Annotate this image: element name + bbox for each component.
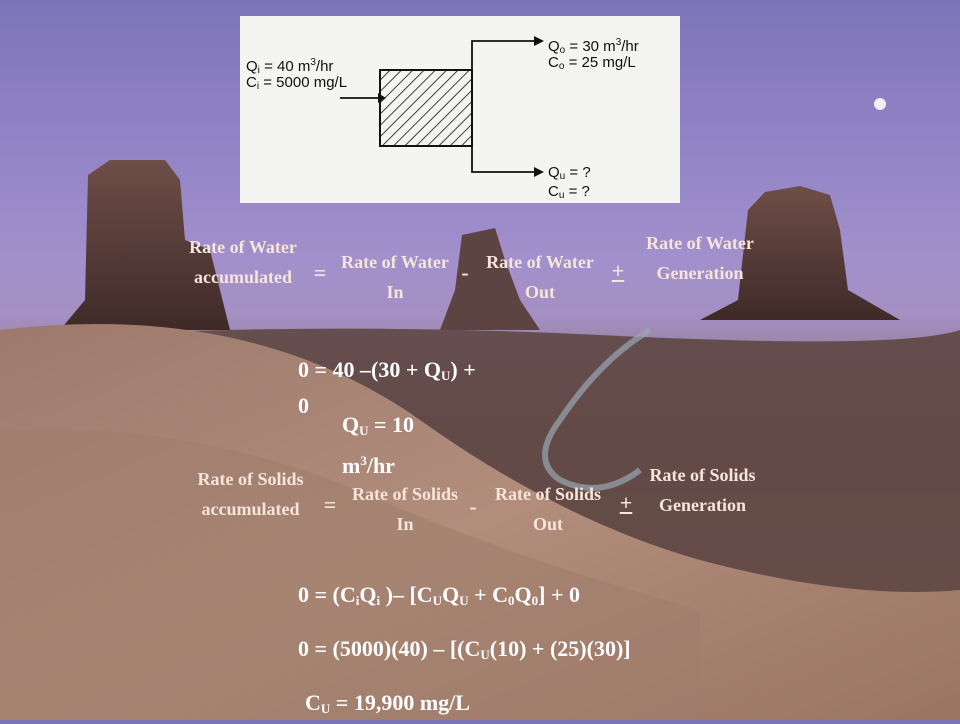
process-diagram	[240, 16, 680, 203]
overflow-flow-label: $Q_o = 30$ $m^3/hr$	[548, 37, 639, 56]
solids-result-cu: $C_U = 19,900$ mg/L	[305, 690, 470, 716]
settling-tank	[380, 70, 472, 146]
water-plus-sign: +	[611, 258, 625, 283]
solids-out-label: Rate of Solids Out	[494, 484, 601, 534]
underflow-conc-label: $C_u$ = ?	[548, 183, 590, 201]
solids-generation-label: Rate of Solids Generation	[649, 465, 756, 515]
underflow-flow-label: $Q_u$ = ?	[548, 164, 591, 182]
moon-icon	[874, 98, 886, 110]
solids-in-label: Rate of Solids In	[351, 484, 458, 534]
overflow-conc-label: $C_o = 25$ mg/L	[548, 54, 636, 72]
overflow-pipe	[472, 41, 536, 70]
solids-balance-equation: $0 = (C_iQ_i$ )– $[C_UQ_U + C_0Q_0] + 0$	[298, 582, 581, 608]
water-generation-label: Rate of Water Generation	[646, 233, 754, 283]
water-in-label: Rate of Water In	[341, 252, 449, 302]
water-equals-sign: =	[313, 260, 327, 285]
underflow-pipe	[472, 146, 536, 172]
inflow-conc-label: $C_i = 5000$ mg/L	[246, 74, 348, 92]
underflow-arrowhead	[534, 167, 544, 177]
solids-plus-sign: +	[619, 490, 633, 515]
inflow-flow-label: $Q_i = 40$ $m^3/hr$	[246, 57, 334, 76]
solids-substituted-equation: $0 = (5000)(40) - [(C_U(10) + (25)(30)]$	[298, 636, 631, 662]
solids-equals-sign: =	[323, 492, 337, 517]
water-result-qu: $Q_U = 10$ $m^3/hr$	[342, 412, 415, 478]
water-accumulated-label: Rate of Water accumulated	[189, 237, 297, 287]
water-minus-sign: -	[461, 260, 469, 285]
overflow-arrowhead	[534, 36, 544, 46]
solids-minus-sign: -	[469, 494, 477, 519]
water-out-label: Rate of Water Out	[486, 252, 594, 302]
water-balance-equation: 0 = 40 $-(30 + Q_U)$ + 0	[298, 357, 476, 418]
solids-accumulated-label: Rate of Solids accumulated	[197, 469, 304, 519]
